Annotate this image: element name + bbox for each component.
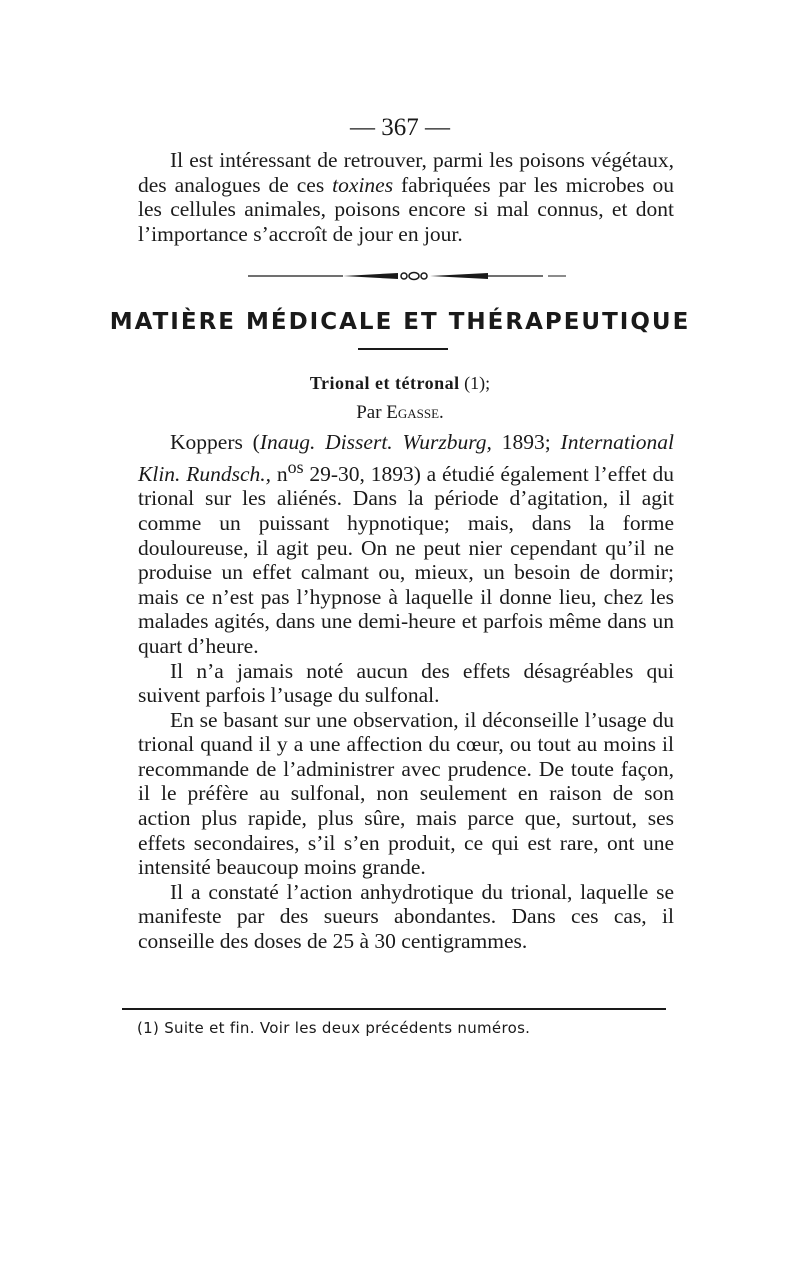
paragraph-4: Il a constaté l’action anhydrotique du trional, laquelle se manifeste par des sueurs abondantes. Dans ces cas, il conseille des doses de 25 à 30 centigrammes. <box>138 879 674 954</box>
footnote: (1) Suite et fin. Voir les deux précédents numéros. <box>137 1019 531 1037</box>
p1-citation-1: Inaug. Dissert. Wurzburg, <box>259 430 492 454</box>
article-title-note: (1); <box>459 373 491 393</box>
paragraph-1 <box>138 430 674 659</box>
paragraph-3: En se basant sur une observation, il déconseille l’usage du trional quand il y a une affection du cœur, ou tout au moins il recommande de l’administrer avec prudence. De toute façon, il le préfère au sulfonal, non seulement en raison de son action plus rapide, plus sûre, mais parce que, surtout, ses effets secondaires, s’il s’en produit, ce qui est rare, ont une intensité beaucoup moins grande. <box>138 707 674 880</box>
byline <box>0 402 800 424</box>
intro-text-start: Il est intéressant de retrouver, parmi les poisons végétaux, des analogues de ces <box>138 148 674 197</box>
byline-author: Egasse. <box>386 402 444 423</box>
footnote-rule <box>122 1008 666 1010</box>
article-title <box>0 373 800 394</box>
byline-prefix: Par <box>356 402 387 423</box>
article-title-text: Trional et tétronal <box>309 373 460 393</box>
p1-text-3: n <box>271 461 288 486</box>
p1-text-4: 29-30, 1893) a étudié également l’effet du trional sur les aliénés. Dans la période d’agitation, il agit comme un puissant hypnotique; mais, dans la forme douloureuse, il agit peu. On ne peut nier cependant qu’il ne produise un effet calmant ou, mieux, un besoin de dormir; mais ce n’est pas l’hypnose à laquelle il donne lieu, chez les malades agités, dans une demi-heure et parfois même dans un quart d’heure. <box>138 461 675 658</box>
intro-italic-term: toxines <box>332 172 394 197</box>
page-number: — 367 — <box>350 114 450 141</box>
intro-paragraph <box>138 148 674 246</box>
p1-text-2: 1893; <box>491 430 561 454</box>
p1-text-1: Koppers ( <box>170 430 260 454</box>
article-body <box>138 430 674 954</box>
heading-rule <box>358 348 448 350</box>
section-heading: MATIÈRE MÉDICALE ET THÉRAPEUTIQUE <box>109 309 691 335</box>
p1-superscript: os <box>287 456 304 477</box>
p1-citation-2: International Klin. Rundsch., <box>138 430 674 486</box>
ornament-divider <box>248 270 568 282</box>
intro-text-end: fabriquées par les microbes ou les cellules animales, poisons encore si mal connus, et dont l’importance s’accroît de jour en jour. <box>138 172 674 246</box>
paragraph-2: Il n’a jamais noté aucun des effets désagréables qui suivent parfois l’usage du sulfonal. <box>138 658 674 708</box>
